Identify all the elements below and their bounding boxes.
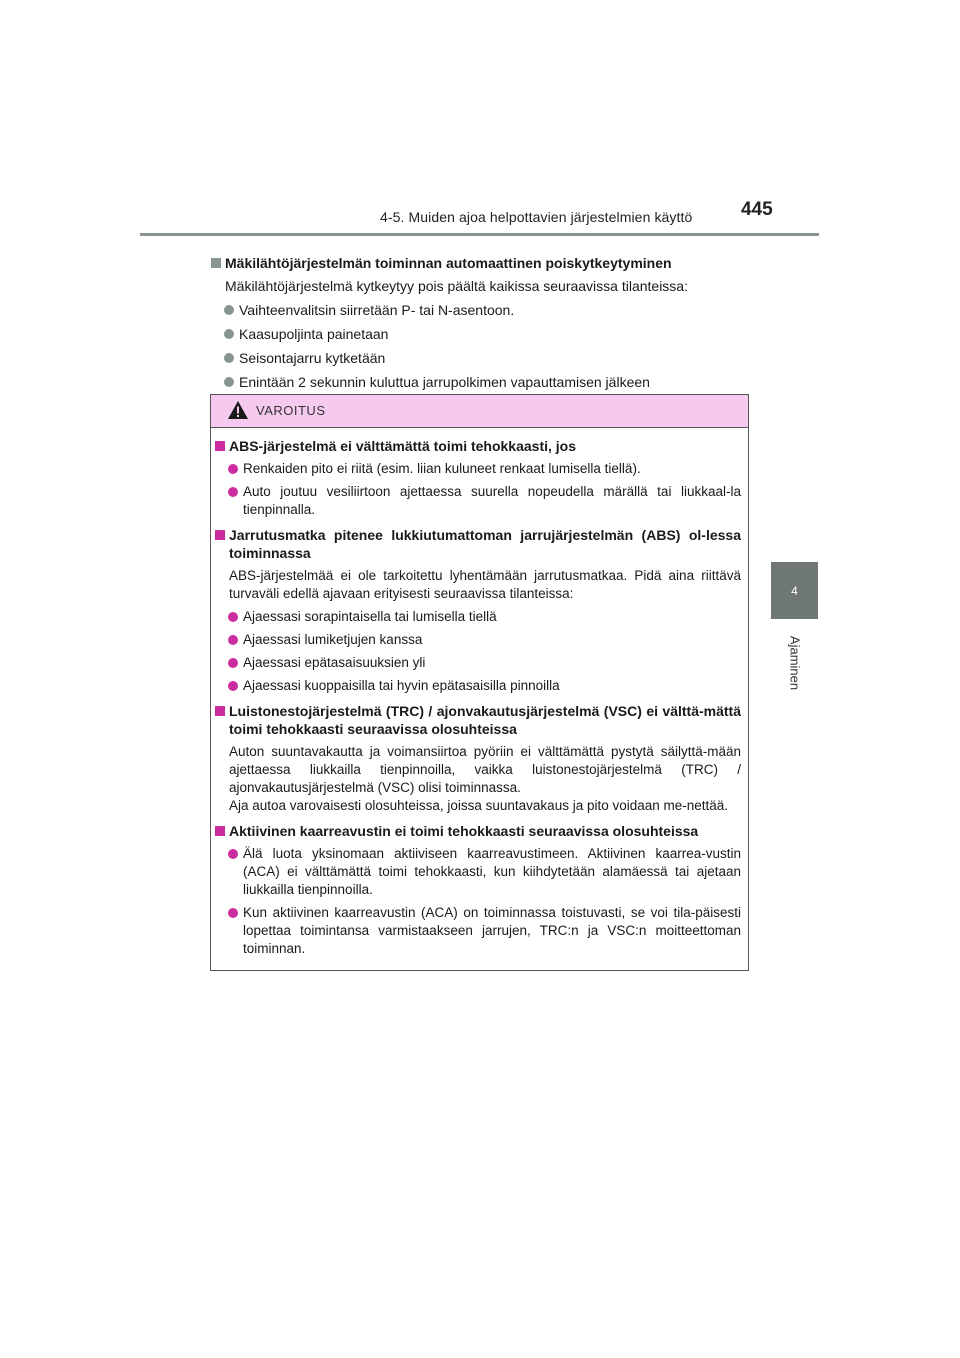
- chapter-label-text: Ajaminen: [787, 635, 803, 691]
- warning-heading-text: ABS-järjestelmä ei välttämättä toimi tehokkaasti, jos: [229, 438, 577, 454]
- list-item: [211, 349, 751, 367]
- list-item: [215, 483, 741, 519]
- list-item-text: Ajaessasi kuoppaisilla tai hyvin epätasaisilla pinnoilla: [243, 678, 560, 693]
- warning-heading: [215, 822, 741, 840]
- square-bullet-icon: [215, 826, 225, 836]
- round-bullet-icon: [228, 635, 238, 645]
- list-item-text: Kaasupoljinta painetaan: [239, 326, 389, 342]
- list-item-text: Kun aktiivinen kaarreavustin (ACA) on toiminnassa toistuvasti, se voi tila-päisesti lopettaa toimintansa varmistaakseen jarrujen, TRC:n ja VSC:n moitteettoman toiminnan.: [243, 905, 741, 956]
- list-item-text: Ajaessasi epätasaisuuksien yli: [243, 655, 426, 670]
- warning-paragraph: ABS-järjestelmää ei ole tarkoitettu lyhentämään jarrutusmatkaa. Pidä aina riittävä turvaväli edellä ajavaan erityisesti seuraavissa tilanteissa:: [229, 568, 741, 601]
- round-bullet-icon: [228, 849, 238, 859]
- chapter-number: 4: [791, 583, 798, 598]
- round-bullet-icon: [224, 329, 234, 339]
- list-item: [211, 301, 751, 319]
- round-bullet-icon: [224, 377, 234, 387]
- warning-heading-text: Luistonestojärjestelmä (TRC) / ajonvakautusjärjestelmä (VSC) ei välttä-mättä toimi tehokkaasti seuraavissa olosuhteissa: [229, 703, 741, 737]
- list-item: [215, 631, 741, 649]
- list-item: [211, 325, 751, 343]
- warning-paragraph: Aja autoa varovaisesti olosuhteissa, joissa suuntavakaus ja pito voidaan me-nettää.: [229, 798, 729, 813]
- chapter-label: [768, 625, 822, 705]
- list-item: [215, 677, 741, 695]
- warning-box: [210, 394, 749, 971]
- square-bullet-icon: [211, 258, 221, 268]
- list-item: [215, 904, 741, 958]
- list-item-text: Vaihteenvalitsin siirretään P- tai N-asentoon.: [239, 302, 515, 318]
- round-bullet-icon: [224, 353, 234, 363]
- list-item-text: Seisontajarru kytketään: [239, 350, 386, 366]
- round-bullet-icon: [228, 487, 238, 497]
- list-item-text: Enintään 2 sekunnin kuluttua jarrupolkimen vapauttamisen jälkeen: [239, 374, 650, 390]
- warning-triangle-icon: [227, 400, 249, 420]
- section-intro: Mäkilähtöjärjestelmä kytkeytyy pois päältä kaikissa seuraavissa tilanteissa:: [225, 278, 688, 294]
- warning-title: VAROITUS: [256, 403, 326, 418]
- warning-heading: [215, 702, 741, 738]
- list-item-text: Renkaiden pito ei riitä (esim. liian kuluneet renkaat lumisella tiellä).: [243, 461, 641, 476]
- round-bullet-icon: [228, 658, 238, 668]
- warning-heading: [215, 526, 741, 562]
- warning-header: [211, 395, 748, 428]
- section-heading: [211, 254, 751, 272]
- round-bullet-icon: [224, 305, 234, 315]
- list-item: [215, 608, 741, 626]
- warning-paragraph: Auton suuntavakautta ja voimansiirtoa pyöriin ei välttämättä pystytä säilyttä-mään ajettaessa liukkailla tienpinnoilla, vaikka luistonestojärjestelmä (TRC) / ajonvakautusjärjestelmä (VSC) olisi toiminnassa.: [229, 744, 741, 795]
- warning-heading-text: Aktiivinen kaarreavustin ei toimi tehokkaasti seuraavissa olosuhteissa: [229, 823, 699, 839]
- list-item: [215, 845, 741, 899]
- round-bullet-icon: [228, 908, 238, 918]
- warning-body: [211, 428, 748, 958]
- warning-heading-text: Jarrutusmatka pitenee lukkiutumattoman jarrujärjestelmän (ABS) ol-lessa toiminnassa: [229, 527, 741, 561]
- header-rule: [140, 233, 819, 236]
- warning-heading: [215, 437, 741, 455]
- list-item-text: Älä luota yksinomaan aktiiviseen kaarreavustimeen. Aktiivinen kaarrea-vustin (ACA) ei välttämättä toimi tehokkaasti, kun kiihdytetään alamäessä tai ajetaan liukkailla tienpinnoilla.: [243, 846, 741, 897]
- round-bullet-icon: [228, 612, 238, 622]
- chapter-tab: [771, 562, 818, 619]
- main-content: [211, 254, 751, 391]
- list-item: [211, 373, 751, 391]
- list-item: [215, 460, 741, 478]
- list-item-text: Ajaessasi lumiketjujen kanssa: [243, 632, 423, 647]
- running-header: 4-5. Muiden ajoa helpottavien järjestelmien käyttö: [380, 209, 693, 225]
- square-bullet-icon: [215, 530, 225, 540]
- page-number: 445: [741, 199, 773, 220]
- section-heading-text: Mäkilähtöjärjestelmän toiminnan automaattinen poiskytkeytyminen: [225, 255, 672, 271]
- round-bullet-icon: [228, 681, 238, 691]
- square-bullet-icon: [215, 706, 225, 716]
- list-item-text: Auto joutuu vesiliirtoon ajettaessa suurella nopeudella märällä tai liukkaal-la tienpinnalla.: [243, 484, 741, 517]
- list-item: [215, 654, 741, 672]
- square-bullet-icon: [215, 441, 225, 451]
- round-bullet-icon: [228, 464, 238, 474]
- list-item-text: Ajaessasi sorapintaisella tai lumisella tiellä: [243, 609, 497, 624]
